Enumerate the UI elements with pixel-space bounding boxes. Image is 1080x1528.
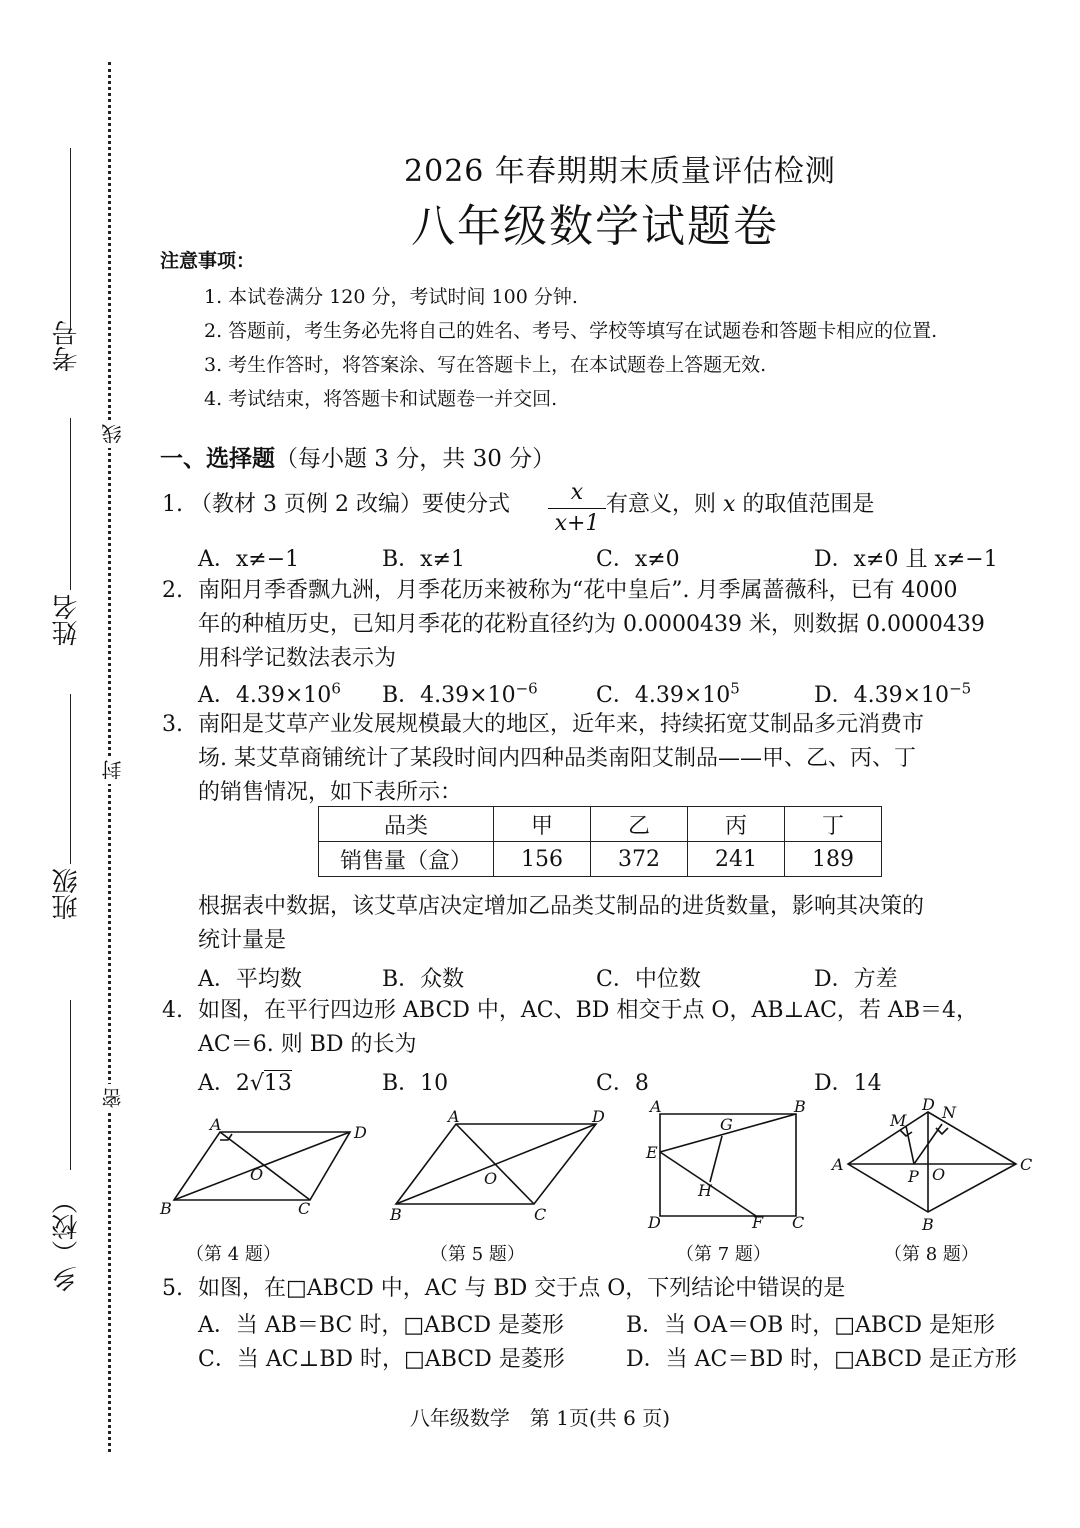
fig8-label-o: O xyxy=(932,1165,946,1184)
name-label: 姓名 xyxy=(52,594,82,646)
fig5-label-a: A xyxy=(448,1107,460,1126)
opt-exp: 6 xyxy=(331,679,341,698)
section-name: 一、选择题 xyxy=(160,446,275,472)
fig8-label-b: B xyxy=(922,1215,934,1234)
fig5-label-o: O xyxy=(484,1169,498,1188)
q1-fraction xyxy=(548,478,606,539)
q4-option-c[interactable]: C．8 xyxy=(596,1071,649,1096)
fig7-label-g: G xyxy=(720,1115,733,1134)
section-title xyxy=(160,440,555,473)
fig4-label-d: D xyxy=(354,1123,367,1142)
fig4-label-a: A xyxy=(210,1115,222,1134)
q3-option-a[interactable]: A．平均数 xyxy=(198,967,302,992)
sales-table xyxy=(318,806,882,877)
opt-label: B． xyxy=(382,683,421,708)
fig8-label-m: M xyxy=(890,1111,907,1130)
q1-option-c[interactable]: C．x≠0 xyxy=(596,547,680,572)
q5-option-d[interactable]: D．当 AC＝BD 时，□ABCD 是正方形 xyxy=(626,1347,1017,1372)
fig8-label-c: C xyxy=(1020,1155,1033,1174)
figure-caption: （第 5 题） xyxy=(430,1244,525,1265)
q5-option-b[interactable]: B．当 OA＝OB 时，□ABCD 是矩形 xyxy=(626,1313,995,1338)
table-row xyxy=(319,807,882,842)
fig8-label-a: A xyxy=(832,1155,844,1174)
q3-line: 统计量是 xyxy=(198,928,287,953)
class-line xyxy=(70,694,71,864)
notes-item: 4. 考试结束，将答题卡和试题卷一并交回. xyxy=(204,388,558,410)
notes-heading: 注意事项： xyxy=(160,250,256,272)
table-row xyxy=(319,842,882,877)
paper-title: 八年级数学试题卷 xyxy=(411,201,779,252)
fig7-label-a: A xyxy=(650,1097,662,1116)
q2-option-d[interactable] xyxy=(814,678,971,709)
cut-mark-line: 线 xyxy=(98,420,127,448)
figure-7 xyxy=(645,1097,806,1232)
q5-option-a[interactable]: A．当 AB＝BC 时，□ABCD 是菱形 xyxy=(198,1313,565,1338)
notes-item: 1. 本试卷满分 120 分，考试时间 100 分钟. xyxy=(204,286,578,308)
figure-8 xyxy=(830,1096,1032,1234)
notes-item: 2. 答题前，考生务必先将自己的姓名、考号、学校等填写在试题卷和答题卡相应的位置. xyxy=(204,320,938,342)
table-cell: 甲 xyxy=(494,807,591,842)
fig4-label-c: C xyxy=(298,1199,311,1218)
figure-5 xyxy=(389,1107,605,1224)
q3-line: 场. 某艾草商铺统计了某段时间内四种品类南阳艾制品——甲、乙、丙、丁 xyxy=(198,746,916,771)
figures xyxy=(150,1096,1050,1236)
q4-option-d[interactable]: D．14 xyxy=(814,1071,882,1096)
figure-caption: （第 8 题） xyxy=(884,1244,979,1265)
opt-label: A． xyxy=(198,1071,236,1096)
q5-number: 5. xyxy=(162,1276,183,1301)
cut-mark-seal: 封 xyxy=(98,756,127,784)
opt-label: C． xyxy=(596,683,635,708)
opt-base: 4.39×10 xyxy=(235,683,332,708)
figure-4 xyxy=(159,1115,367,1218)
sqrt-icon: √ xyxy=(249,1071,264,1096)
opt-label: A． xyxy=(198,683,236,708)
q3-number: 3. xyxy=(162,712,183,737)
fig5-label-b: B xyxy=(390,1205,402,1224)
table-cell: 156 xyxy=(494,842,591,877)
q2-option-a[interactable] xyxy=(198,678,341,709)
table-cell: 241 xyxy=(688,842,785,877)
q4-line: AC＝6. 则 BD 的长为 xyxy=(198,1032,417,1057)
q2-line: 南阳月季香飘九洲，月季花历来被称为“花中皇后”. 月季属蔷薇科，已有 4000 xyxy=(198,578,958,603)
q2-line: 用科学记数法表示为 xyxy=(198,646,397,671)
table-cell: 189 xyxy=(785,842,882,877)
q4-option-b[interactable]: B．10 xyxy=(382,1071,449,1096)
q5-stem: 如图，在□ABCD 中，AC 与 BD 交于点 O，下列结论中错误的是 xyxy=(198,1276,846,1301)
opt-base: 4.39×10 xyxy=(420,683,516,708)
q1-pre: （教材 3 页例 2 改编）要使分式 xyxy=(190,492,510,517)
fig7-label-d: D xyxy=(648,1213,661,1232)
q3-option-c[interactable]: C．中位数 xyxy=(596,967,701,992)
q1-post xyxy=(606,488,874,522)
fig7-label-f: F xyxy=(752,1213,764,1232)
q1-post-a: 有意义，则 xyxy=(606,492,723,517)
opt-exp: −6 xyxy=(515,679,538,698)
figure-caption: （第 7 题） xyxy=(676,1244,771,1265)
exam-title: 2026 年春期期末质量评估检测 xyxy=(404,154,836,189)
q4-option-a[interactable] xyxy=(198,1066,292,1097)
q4-line: 如图，在平行四边形 ABCD 中，AC、BD 相交于点 O，AB⊥AC，若 AB＝4， xyxy=(198,998,978,1023)
table-cell: 销售量（盒） xyxy=(319,842,494,877)
fig8-label-p: P xyxy=(908,1167,919,1186)
opt-exp: 5 xyxy=(730,679,740,698)
q1-post-b: 的取值范围是 xyxy=(735,492,875,517)
figure-caption: （第 4 题） xyxy=(186,1244,281,1265)
table-cell: 丁 xyxy=(785,807,882,842)
q1-option-b[interactable]: B．x≠1 xyxy=(382,547,466,572)
q2-option-b[interactable] xyxy=(382,678,538,709)
fig7-label-h: H xyxy=(698,1181,712,1200)
q1-frac-num: x xyxy=(548,478,606,509)
table-cell: 乙 xyxy=(591,807,688,842)
q3-option-d[interactable]: D．方差 xyxy=(814,967,898,992)
opt-coef: 2 xyxy=(235,1071,250,1096)
cut-mark-secret: 密 xyxy=(98,1084,127,1112)
fig4-label-b: B xyxy=(160,1199,172,1218)
q2-line: 年的种植历史，已知月季花的花粉直径约为 0.0000439 米，则数据 0.0000439 xyxy=(198,612,985,637)
q3-line: 根据表中数据，该艾草店决定增加乙品类艾制品的进货数量，影响其决策的 xyxy=(198,894,925,919)
fig7-label-b: B xyxy=(794,1097,806,1116)
table-cell: 丙 xyxy=(688,807,785,842)
section-note: （每小题 3 分，共 30 分） xyxy=(275,446,556,472)
page-footer: 八年级数学 第 1页(共 6 页) xyxy=(409,1406,671,1430)
table-cell: 372 xyxy=(591,842,688,877)
q2-number: 2. xyxy=(162,578,183,603)
q3-line: 南阳是艾草产业发展规模最大的地区，近年来，持续拓宽艾制品多元消费市 xyxy=(198,712,925,737)
table-cell: 品类 xyxy=(319,807,494,842)
q1-var: x xyxy=(723,492,736,517)
fig5-label-d: D xyxy=(592,1107,605,1126)
q3-line: 的销售情况，如下表所示： xyxy=(198,780,463,805)
q1-option-a[interactable]: A．x≠−1 xyxy=(198,547,300,572)
opt-base: 4.39×10 xyxy=(634,683,731,708)
name-line xyxy=(70,418,71,590)
fig4-label-o: O xyxy=(250,1165,264,1184)
fig7-label-c: C xyxy=(792,1213,805,1232)
q5-option-c[interactable]: C．当 AC⊥BD 时，□ABCD 是菱形 xyxy=(198,1347,565,1372)
fig5-label-c: C xyxy=(534,1205,547,1224)
fig8-label-d: D xyxy=(922,1096,935,1114)
fig8-label-n: N xyxy=(942,1103,956,1122)
opt-label: D． xyxy=(814,683,854,708)
opt-radicand: 13 xyxy=(263,1071,292,1096)
notes-item: 3. 考生作答时，将答案涂、写在答题卡上，在本试题卷上答题无效. xyxy=(204,354,767,376)
q1-number: 1. xyxy=(162,492,183,517)
school-line xyxy=(70,1000,71,1170)
q3-option-b[interactable]: B．众数 xyxy=(382,967,465,992)
opt-exp: −5 xyxy=(949,679,972,698)
school-label: 乡（校） xyxy=(52,1188,82,1292)
q1-option-d[interactable]: D．x≠0 且 x≠−1 xyxy=(814,547,998,572)
opt-base: 4.39×10 xyxy=(853,683,950,708)
q4-number: 4. xyxy=(162,998,183,1023)
exam-number-label: 考号 xyxy=(52,320,82,372)
fig7-label-e: E xyxy=(646,1143,658,1162)
q1-frac-den: x+1 xyxy=(554,511,600,536)
class-label: 班级 xyxy=(52,868,82,920)
q2-option-c[interactable] xyxy=(596,678,740,709)
